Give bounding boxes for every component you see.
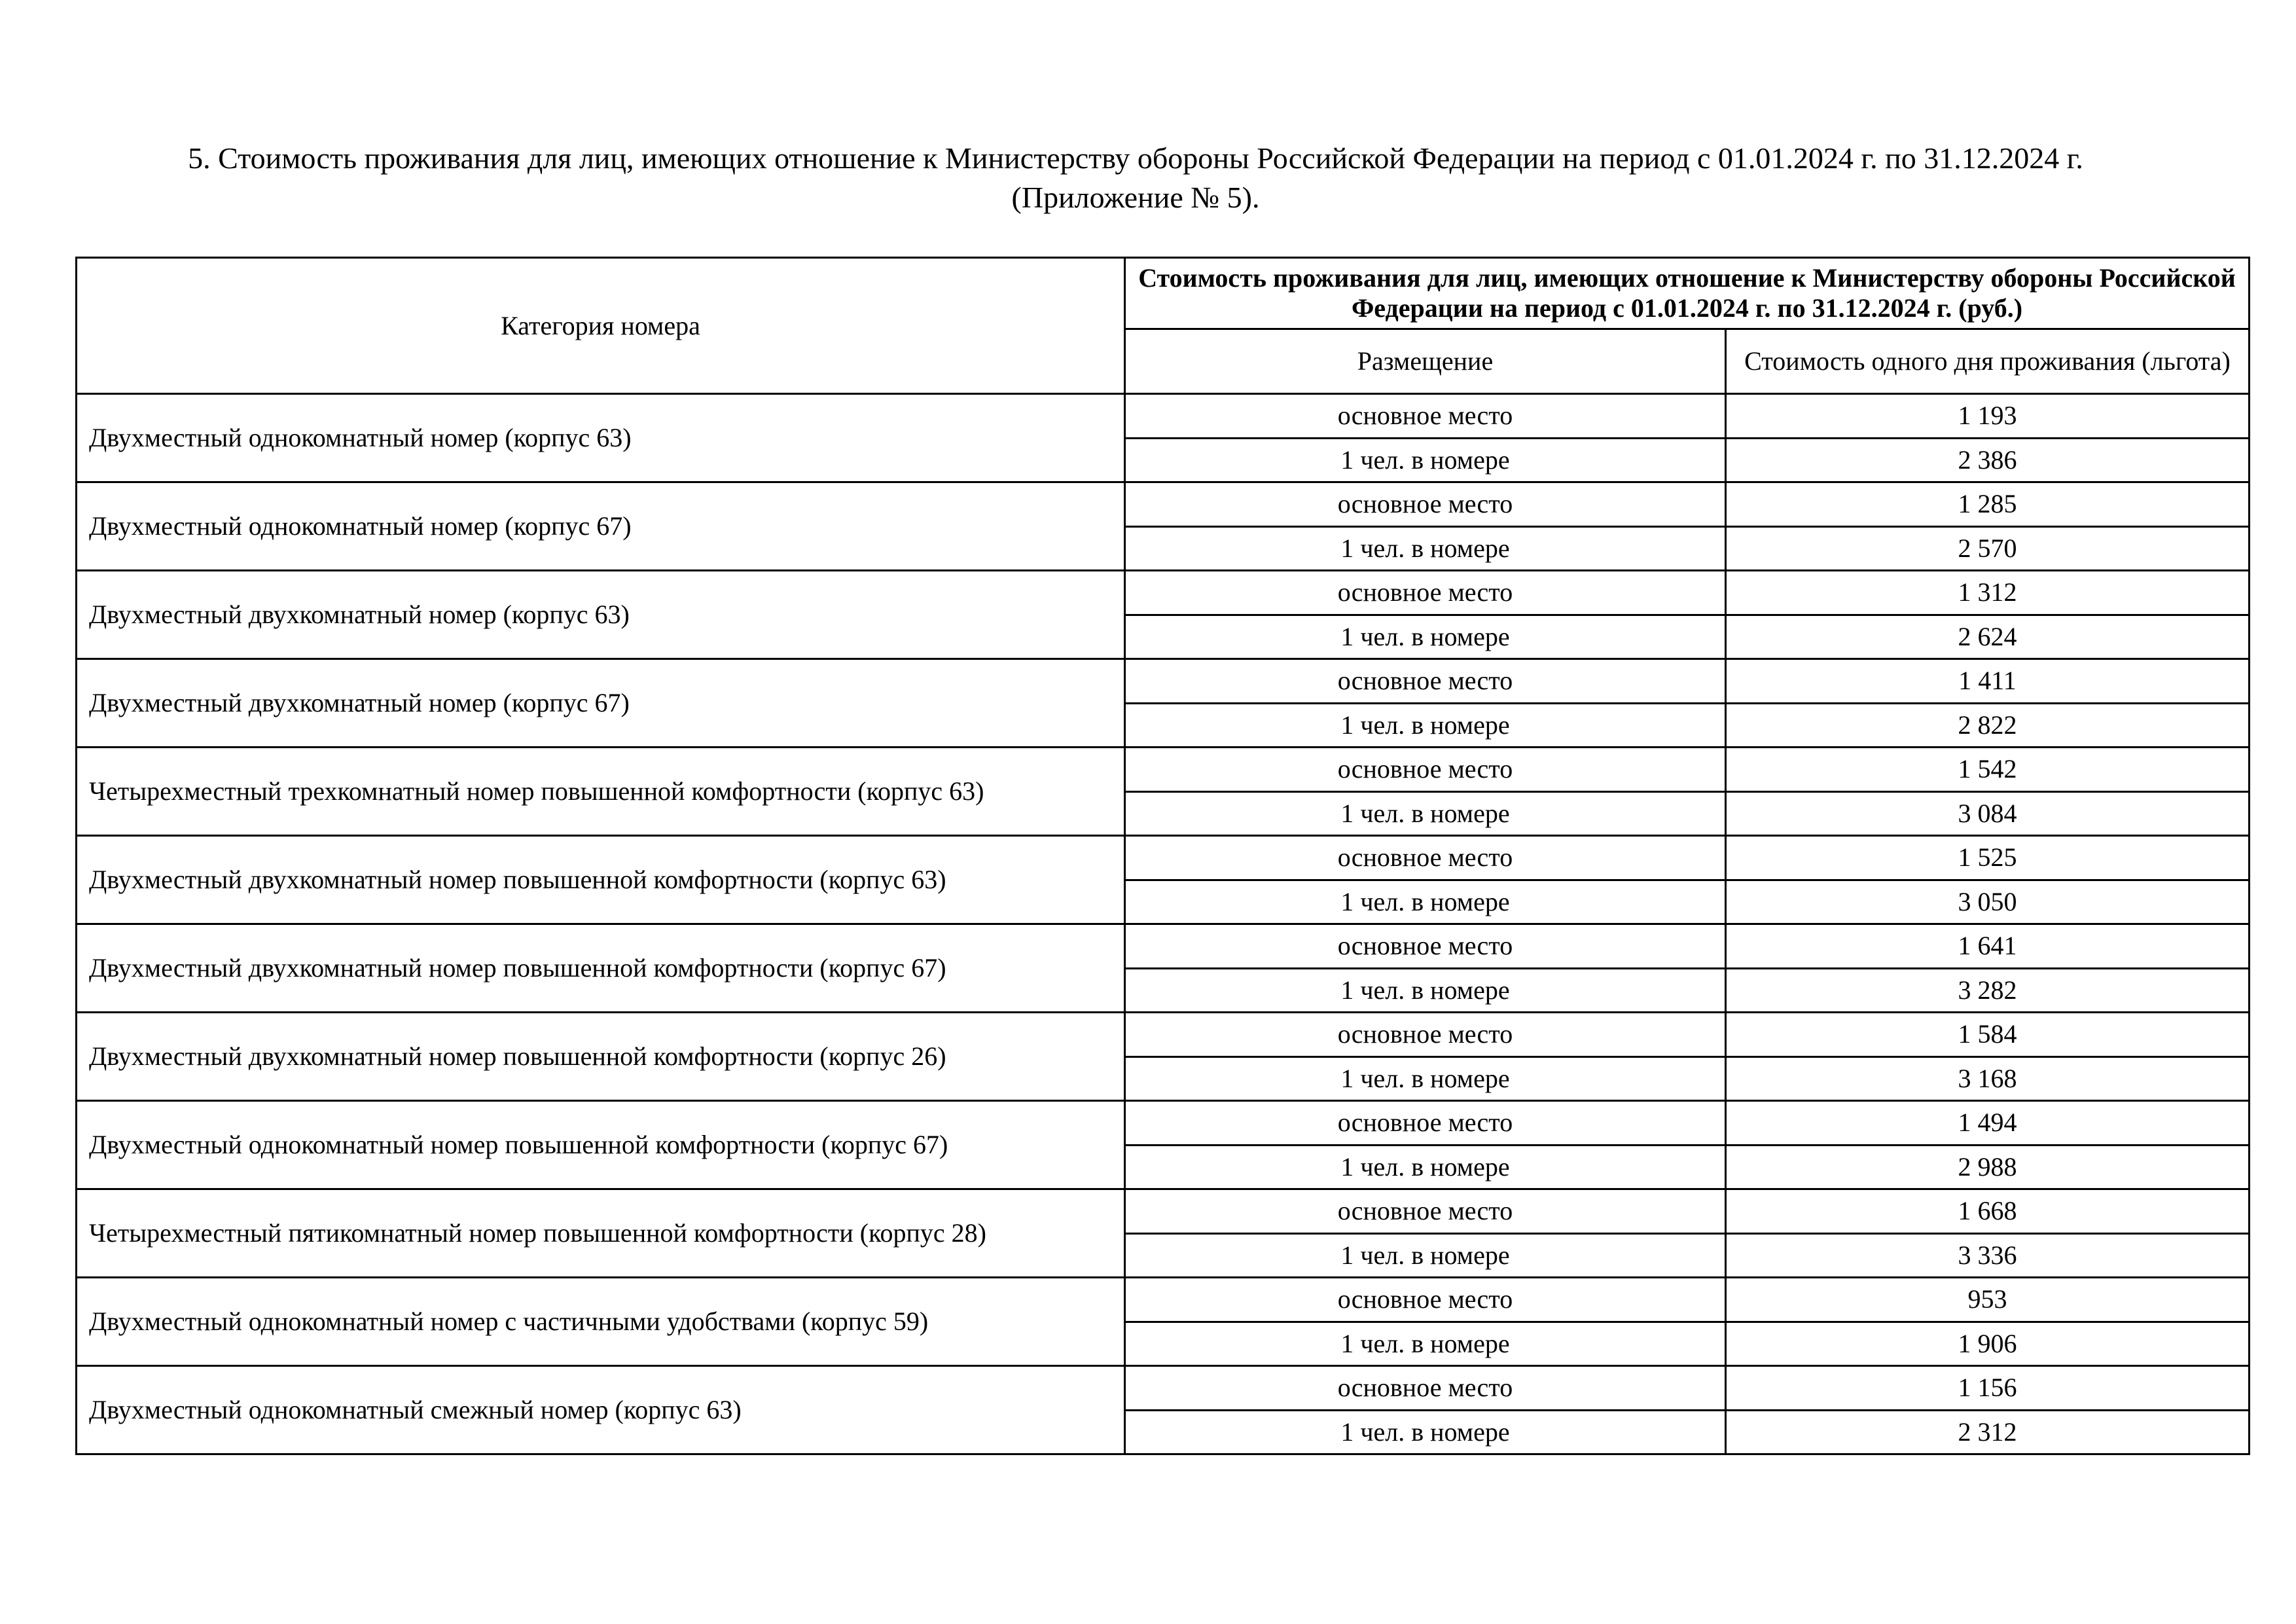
header-group-title: Стоимость проживания для лиц, имеющих отношение к Министерству обороны Российской Федерации на период с 01.01.2024 г. по 31.12.2024 г. (руб.) [1125, 258, 2250, 329]
table-row [77, 1013, 2250, 1057]
room-category-cell: Двухместный двухкомнатный номер повышенной комфортности (корпус 26) [77, 1013, 1125, 1101]
placement-cell: 1 чел. в номере [1125, 1233, 1726, 1278]
placement-cell: 1 чел. в номере [1125, 1322, 1726, 1366]
placement-cell: основное место [1125, 836, 1726, 880]
placement-cell: 1 чел. в номере [1125, 703, 1726, 748]
price-cell: 1 411 [1726, 659, 2250, 704]
price-cell: 3 168 [1726, 1056, 2250, 1101]
price-cell: 953 [1726, 1278, 2250, 1322]
price-cell: 1 494 [1726, 1101, 2250, 1146]
table-body [77, 394, 2250, 1454]
header-cost: Стоимость одного дня проживания (льгота) [1726, 329, 2250, 394]
room-category-cell: Двухместный однокомнатный номер с частичными удобствами (корпус 59) [77, 1278, 1125, 1366]
page-title-line-2: (Приложение № 5). [1011, 181, 1260, 214]
table-row [77, 1366, 2250, 1411]
price-cell: 2 988 [1726, 1145, 2250, 1189]
placement-cell: основное место [1125, 748, 1726, 792]
price-cell: 3 050 [1726, 880, 2250, 924]
placement-cell: 1 чел. в номере [1125, 526, 1726, 571]
price-cell: 1 193 [1726, 394, 2250, 439]
header-placement: Размещение [1125, 329, 1726, 394]
price-cell: 1 668 [1726, 1189, 2250, 1234]
placement-cell: основное место [1125, 394, 1726, 439]
price-cell: 2 570 [1726, 526, 2250, 571]
price-table [75, 257, 2250, 1455]
room-category-cell: Двухместный однокомнатный номер (корпус 63) [77, 394, 1125, 482]
placement-cell: основное место [1125, 571, 1726, 615]
price-cell: 2 624 [1726, 615, 2250, 659]
room-category-cell: Двухместный двухкомнатный номер повышенной комфортности (корпус 67) [77, 924, 1125, 1013]
table-row [77, 571, 2250, 615]
room-category-cell: Двухместный однокомнатный смежный номер (корпус 63) [77, 1366, 1125, 1454]
price-cell: 1 525 [1726, 836, 2250, 880]
price-cell: 1 156 [1726, 1366, 2250, 1411]
price-cell: 1 906 [1726, 1322, 2250, 1366]
header-category: Категория номера [77, 258, 1125, 394]
placement-cell: основное место [1125, 1278, 1726, 1322]
room-category-cell: Четырехместный пятикомнатный номер повышенной комфортности (корпус 28) [77, 1189, 1125, 1278]
room-category-cell: Двухместный двухкомнатный номер повышенной комфортности (корпус 63) [77, 836, 1125, 924]
table-row [77, 836, 2250, 880]
room-category-cell: Двухместный однокомнатный номер (корпус 67) [77, 482, 1125, 571]
placement-cell: основное место [1125, 1366, 1726, 1411]
table-row [77, 924, 2250, 969]
table-row [77, 1189, 2250, 1234]
price-cell: 1 285 [1726, 482, 2250, 527]
price-cell: 2 312 [1726, 1410, 2250, 1454]
room-category-cell: Четырехместный трехкомнатный номер повышенной комфортности (корпус 63) [77, 748, 1125, 836]
page-title-line-1: 5. Стоимость проживания для лиц, имеющих отношение к Министерству обороны Российской Федерации на период с 01.01.2024 г. по 31.12.2024 г. [188, 141, 2083, 175]
placement-cell: 1 чел. в номере [1125, 880, 1726, 924]
placement-cell: 1 чел. в номере [1125, 968, 1726, 1013]
placement-cell: 1 чел. в номере [1125, 1145, 1726, 1189]
price-cell: 1 584 [1726, 1013, 2250, 1057]
table-row [77, 1101, 2250, 1146]
price-cell: 3 282 [1726, 968, 2250, 1013]
placement-cell: основное место [1125, 1189, 1726, 1234]
page-title [75, 139, 2196, 217]
room-category-cell: Двухместный двухкомнатный номер (корпус 63) [77, 571, 1125, 659]
price-cell: 3 084 [1726, 791, 2250, 836]
table-row [77, 748, 2250, 792]
price-cell: 1 641 [1726, 924, 2250, 969]
placement-cell: основное место [1125, 482, 1726, 527]
room-category-cell: Двухместный двухкомнатный номер (корпус 67) [77, 659, 1125, 748]
table-row [77, 659, 2250, 704]
table-row [77, 1278, 2250, 1322]
table-header [77, 258, 2250, 394]
placement-cell: основное место [1125, 924, 1726, 969]
room-category-cell: Двухместный однокомнатный номер повышенной комфортности (корпус 67) [77, 1101, 1125, 1189]
price-cell: 3 336 [1726, 1233, 2250, 1278]
price-cell: 2 822 [1726, 703, 2250, 748]
placement-cell: 1 чел. в номере [1125, 615, 1726, 659]
price-cell: 1 312 [1726, 571, 2250, 615]
placement-cell: основное место [1125, 659, 1726, 704]
table-row [77, 394, 2250, 439]
placement-cell: 1 чел. в номере [1125, 1056, 1726, 1101]
placement-cell: 1 чел. в номере [1125, 438, 1726, 482]
price-cell: 2 386 [1726, 438, 2250, 482]
table-row [77, 482, 2250, 527]
placement-cell: 1 чел. в номере [1125, 1410, 1726, 1454]
placement-cell: основное место [1125, 1013, 1726, 1057]
price-cell: 1 542 [1726, 748, 2250, 792]
placement-cell: основное место [1125, 1101, 1726, 1146]
placement-cell: 1 чел. в номере [1125, 791, 1726, 836]
